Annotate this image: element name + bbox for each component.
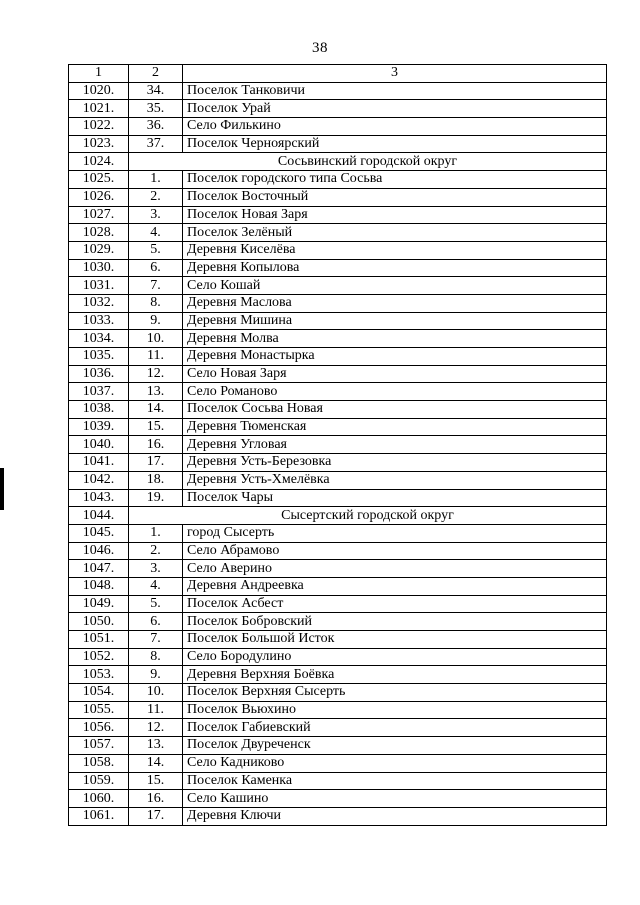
settlement-name: Поселок Новая Заря (183, 206, 607, 224)
district-index: 3. (129, 206, 183, 224)
row-number: 1058. (69, 754, 129, 772)
table-row (69, 489, 607, 507)
table-row (69, 560, 607, 578)
row-number: 1048. (69, 577, 129, 595)
section-title: Сысертский городской округ (129, 507, 607, 525)
district-index: 17. (129, 807, 183, 825)
table-row (69, 418, 607, 436)
settlement-name: Деревня Андреевка (183, 577, 607, 595)
table-row (69, 82, 607, 100)
table-row (69, 631, 607, 649)
table-row (69, 383, 607, 401)
table-row (69, 188, 607, 206)
row-number: 1042. (69, 471, 129, 489)
district-index: 6. (129, 613, 183, 631)
row-number: 1020. (69, 82, 129, 100)
settlement-name: Поселок Асбест (183, 595, 607, 613)
table-row (69, 401, 607, 419)
district-index: 9. (129, 312, 183, 330)
district-index: 4. (129, 224, 183, 242)
district-index: 14. (129, 401, 183, 419)
district-index: 36. (129, 118, 183, 136)
page-number: 38 (312, 40, 328, 56)
table-row (69, 241, 607, 259)
table-row (69, 471, 607, 489)
table-row (69, 294, 607, 312)
row-number: 1044. (69, 507, 129, 525)
row-number: 1026. (69, 188, 129, 206)
binder-mark (0, 468, 4, 510)
settlement-name: Деревня Мишина (183, 312, 607, 330)
table-row (69, 348, 607, 366)
row-number: 1051. (69, 631, 129, 649)
row-number: 1022. (69, 118, 129, 136)
table-row (69, 171, 607, 189)
table-row (69, 577, 607, 595)
settlement-name: Поселок Черноярский (183, 135, 607, 153)
row-number: 1030. (69, 259, 129, 277)
table-row (69, 737, 607, 755)
section-row (69, 153, 607, 171)
settlement-name: Поселок Вьюхино (183, 701, 607, 719)
table-row (69, 701, 607, 719)
header-row (69, 65, 607, 83)
table-row (69, 436, 607, 454)
header-col-3: 3 (183, 65, 607, 83)
table-row (69, 807, 607, 825)
row-number: 1031. (69, 277, 129, 295)
row-number: 1047. (69, 560, 129, 578)
table-row (69, 330, 607, 348)
table-row (69, 684, 607, 702)
district-index: 6. (129, 259, 183, 277)
district-index: 8. (129, 648, 183, 666)
district-index: 5. (129, 241, 183, 259)
settlement-name: Поселок Каменка (183, 772, 607, 790)
row-number: 1027. (69, 206, 129, 224)
table-body (69, 82, 607, 825)
row-number: 1061. (69, 807, 129, 825)
district-index: 12. (129, 719, 183, 737)
table-row (69, 754, 607, 772)
district-index: 18. (129, 471, 183, 489)
district-index: 9. (129, 666, 183, 684)
table-row (69, 135, 607, 153)
settlement-name: Село Бородулино (183, 648, 607, 666)
table-row (69, 365, 607, 383)
table-row (69, 277, 607, 295)
row-number: 1038. (69, 401, 129, 419)
row-number: 1057. (69, 737, 129, 755)
district-index: 16. (129, 436, 183, 454)
row-number: 1039. (69, 418, 129, 436)
settlement-name: Село Кашино (183, 790, 607, 808)
row-number: 1045. (69, 524, 129, 542)
settlement-name: Село Аверино (183, 560, 607, 578)
table-row (69, 118, 607, 136)
district-index: 7. (129, 277, 183, 295)
settlement-name: Поселок Урай (183, 100, 607, 118)
row-number: 1059. (69, 772, 129, 790)
district-index: 2. (129, 188, 183, 206)
table-row (69, 100, 607, 118)
row-number: 1050. (69, 613, 129, 631)
settlement-name: Деревня Угловая (183, 436, 607, 454)
table-row (69, 454, 607, 472)
table-row (69, 524, 607, 542)
settlement-name: город Сысерть (183, 524, 607, 542)
settlement-name: Поселок Зелёный (183, 224, 607, 242)
row-number: 1060. (69, 790, 129, 808)
settlement-name: Село Кошай (183, 277, 607, 295)
table-row (69, 595, 607, 613)
district-index: 15. (129, 772, 183, 790)
header-col-1: 1 (69, 65, 129, 83)
district-index: 17. (129, 454, 183, 472)
settlements-table (68, 64, 607, 826)
settlement-name: Деревня Тюменская (183, 418, 607, 436)
row-number: 1023. (69, 135, 129, 153)
settlement-name: Поселок Верхняя Сысерть (183, 684, 607, 702)
settlement-name: Деревня Верхняя Боёвка (183, 666, 607, 684)
settlement-name: Деревня Копылова (183, 259, 607, 277)
settlement-name: Поселок Габиевский (183, 719, 607, 737)
settlement-name: Поселок Двуреченск (183, 737, 607, 755)
settlement-name: Село Кадниково (183, 754, 607, 772)
district-index: 5. (129, 595, 183, 613)
district-index: 37. (129, 135, 183, 153)
district-index: 16. (129, 790, 183, 808)
settlement-name: Село Абрамово (183, 542, 607, 560)
row-number: 1056. (69, 719, 129, 737)
district-index: 35. (129, 100, 183, 118)
district-index: 15. (129, 418, 183, 436)
row-number: 1055. (69, 701, 129, 719)
row-number: 1036. (69, 365, 129, 383)
settlement-name: Деревня Усть-Березовка (183, 454, 607, 472)
district-index: 2. (129, 542, 183, 560)
district-index: 1. (129, 524, 183, 542)
row-number: 1049. (69, 595, 129, 613)
row-number: 1040. (69, 436, 129, 454)
settlement-name: Поселок Большой Исток (183, 631, 607, 649)
settlement-name: Деревня Киселёва (183, 241, 607, 259)
settlement-name: Поселок Бобровский (183, 613, 607, 631)
district-index: 1. (129, 171, 183, 189)
row-number: 1032. (69, 294, 129, 312)
row-number: 1043. (69, 489, 129, 507)
section-row (69, 507, 607, 525)
settlement-name: Деревня Маслова (183, 294, 607, 312)
district-index: 13. (129, 383, 183, 401)
district-index: 4. (129, 577, 183, 595)
district-index: 14. (129, 754, 183, 772)
settlement-name: Поселок Восточный (183, 188, 607, 206)
row-number: 1024. (69, 153, 129, 171)
row-number: 1035. (69, 348, 129, 366)
district-index: 12. (129, 365, 183, 383)
table-row (69, 790, 607, 808)
settlement-name: Деревня Монастырка (183, 348, 607, 366)
row-number: 1041. (69, 454, 129, 472)
table-row (69, 259, 607, 277)
settlement-name: Деревня Усть-Хмелёвка (183, 471, 607, 489)
district-index: 11. (129, 701, 183, 719)
district-index: 13. (129, 737, 183, 755)
district-index: 8. (129, 294, 183, 312)
settlement-name: Поселок Чары (183, 489, 607, 507)
table-row (69, 206, 607, 224)
settlement-name: Село Новая Заря (183, 365, 607, 383)
row-number: 1053. (69, 666, 129, 684)
table-row (69, 542, 607, 560)
section-title: Сосьвинский городской округ (129, 153, 607, 171)
table-row (69, 613, 607, 631)
settlement-name: Село Филькино (183, 118, 607, 136)
table-row (69, 666, 607, 684)
row-number: 1046. (69, 542, 129, 560)
row-number: 1025. (69, 171, 129, 189)
district-index: 10. (129, 330, 183, 348)
table-row (69, 224, 607, 242)
row-number: 1037. (69, 383, 129, 401)
settlement-name: Деревня Молва (183, 330, 607, 348)
settlement-name: Село Романово (183, 383, 607, 401)
district-index: 3. (129, 560, 183, 578)
table-row (69, 648, 607, 666)
district-index: 19. (129, 489, 183, 507)
row-number: 1052. (69, 648, 129, 666)
settlement-name: Поселок Танковичи (183, 82, 607, 100)
table-row (69, 312, 607, 330)
table-row (69, 719, 607, 737)
row-number: 1034. (69, 330, 129, 348)
district-index: 10. (129, 684, 183, 702)
row-number: 1028. (69, 224, 129, 242)
header-col-2: 2 (129, 65, 183, 83)
settlement-name: Поселок городского типа Сосьва (183, 171, 607, 189)
district-index: 34. (129, 82, 183, 100)
settlement-name: Деревня Ключи (183, 807, 607, 825)
row-number: 1021. (69, 100, 129, 118)
row-number: 1029. (69, 241, 129, 259)
row-number: 1033. (69, 312, 129, 330)
district-index: 11. (129, 348, 183, 366)
settlement-name: Поселок Сосьва Новая (183, 401, 607, 419)
row-number: 1054. (69, 684, 129, 702)
table-row (69, 772, 607, 790)
district-index: 7. (129, 631, 183, 649)
